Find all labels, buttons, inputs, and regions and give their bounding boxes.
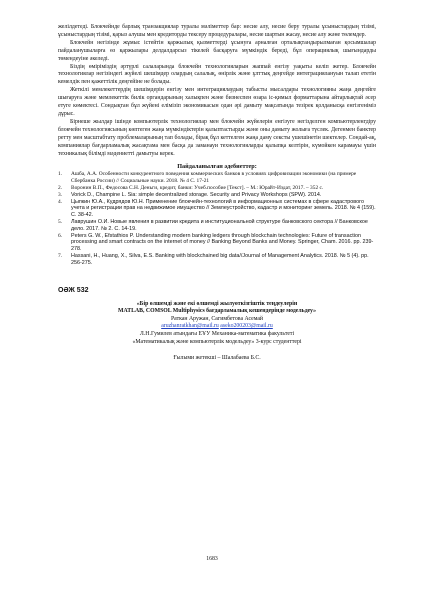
body-paragraph: Блокчейн негізінде жұмыс істейтін қаржылық қызметтерді ұсынуға арналған орталықтандырылмаған қосымшалар пайдаланушыларға өз қаржылары делдалдарсыз тікелей басқаруға мүмкіндік береді, бұл операциялық шығындарды төмендеуіне әкеледі. <box>58 39 376 62</box>
supervisor-line: Ғылыми жетекші – Шалабаева Б.С. <box>173 355 261 362</box>
reference-number: 3. <box>58 191 63 198</box>
udc-code: ОӘЖ 532 <box>58 286 89 294</box>
author-emails <box>58 323 376 331</box>
reference-item <box>58 185 376 192</box>
references-list <box>58 171 376 266</box>
references-title: Пайдаланылған әдебиеттер: <box>177 163 257 171</box>
article-title-line: MATLAB, COMSOL Multiphysics бағдарламалық кешендерінде модельдеу» <box>118 308 316 315</box>
document-page <box>58 24 376 363</box>
reference-text: Hassani, H., Huang, X., Silva, E.S. Banking with blockchained big data//Journal of Management Analytics. 2018. № 5 (4). pp. 256-275. <box>71 252 369 266</box>
body-paragraph: Біздің өміріміздің әртүрлі салаларында блокчейн технологияларын жаппай енгізу уақыты келіп жетер. Блокчейн технологиялар негізіндегі жүйелі шешімдер олардың салалық, өнірлік және ұлттық деңгейде интеграциялануын талап ететін кемелдік пен қажеттілік деңгейіне не болады. <box>58 63 376 86</box>
body-paragraph: желілдетеді. Блокчейнде барлық транзакциялар туралы мәліметтер бар: несие алу, несие беру туралы ұсыныстардың тізімі, ұсыныстардың тізімі, қарыз алушы мен кредиторды тексеру процедуралары, несие шартын жасау, несие алу және төлемдер. <box>58 24 376 38</box>
reference-number: 4. <box>58 198 63 205</box>
body-paragraph: Бірнеше жылдар ішінде компьютерлік технологиялар мен блокчейн жүйелерін енгізуге негізделген компьютерленгдіру блокчейн технологиясының көптеген жаңа мүмкіндіктерін қалыптастырды және оны дамыту жолыға түслек. Дегенмен банктер ретту мен масштабтату проблемаларының тап болады, бірақ бұл кеттелген жаңа даму сексты ушешінетін шектелер. Сондай-ақ, компаниялар бағдарламалық жасақтама мен басқа да заманауи технологияларды қалыпқа келтірін, күмойкен карамауы үшін техникалық білімді мәдениетті дамытуы керек. <box>58 118 376 157</box>
affiliation-line: «Математикалық және компьютерлік модельдеу» 3-курс студенттері <box>132 338 302 345</box>
reference-item <box>58 233 376 253</box>
author-email-link[interactable]: aruzhanratkhan@mail.ru <box>161 323 219 330</box>
reference-text: Vorick D., Champine L. Sia: simple decentralized storage. Security and Privacy Workshops (SPW). 2014. <box>71 191 322 198</box>
reference-text: Цыпкин Ю.А., Кудрядов Ю.Н. Применение блокчейн-технологий в информационных системах в сфере кадастрового учета и регистрации прав на недвижимое имущество // Землеустройство, кадастр и мониторинг земель. 2018. № 4 (159). С. 38-42. <box>71 198 376 219</box>
affiliation-line: Л.Н.Гумилев атындағы ЕҰУ Механика-математика факультеті <box>139 330 295 337</box>
reference-number: 2. <box>58 185 63 191</box>
article-authors: Раткан Аружан, Сагимбетова Асемай <box>170 315 264 322</box>
reference-text: Лаврушин О.И. Новые явления в развитии кредита и институциональной структуре банковского сектора // Банковское дело. 2017. № 2. С. 14-19. <box>71 218 368 232</box>
reference-number: 7. <box>58 252 63 259</box>
reference-item <box>58 253 376 267</box>
reference-number: 6. <box>58 232 63 239</box>
body-paragraph: Жеткілі мемлекеттердің шешімдерін енгізу мен интеграциялаудың табысты мысалдары технологияны жаңа деңгейге шығаруға және мемлекеттік билік органдарының халықпен және бизнеспен өзара іс-қимыл форматтарына айтарлықтай әсер етуге көмектесі. Сондықтан бұл жүйені елімізіп экономикасын одан әрі дамыту мақсатында тезірек қолданысқа енгізгеніміз дұрыс. <box>58 87 376 117</box>
reference-number: 1. <box>58 171 63 178</box>
author-email-link[interactable]: aseko200203@mail.ru <box>220 323 273 330</box>
reference-item <box>58 171 376 185</box>
article-title-line: «Бір өлшемді және екі өлшемді жылуөткізгіштік теңдеулерін <box>136 300 298 307</box>
reference-number: 5. <box>58 218 63 225</box>
reference-text: Peters G. W., Efstathios P. Understanding modern banking ledgers through blockchain technologies: Future of transaction processing and smart contracts on the internet of money // Banking Beyond Banks and Money. Springer, Cham. 2016. pp. 239-278. <box>71 232 374 253</box>
reference-item <box>58 219 376 233</box>
reference-text: Воронин В.П., Федосова С.Н. Деньги, кредит, банки: Учеб.пособие [Текст]. – М.: Юрайт-Издат, 2017. – 352 с. <box>71 185 324 191</box>
reference-text: Ашба, А.А. Особенности конкурентного поведения коммерческих банков в условиях цифровизации экономики (на примере Сбербанка России) // Социальные науки. 2018. № 4 С. 17-21 <box>71 171 357 185</box>
page-number: 1683 <box>206 556 218 562</box>
reference-item <box>58 199 376 219</box>
reference-item <box>58 192 376 199</box>
